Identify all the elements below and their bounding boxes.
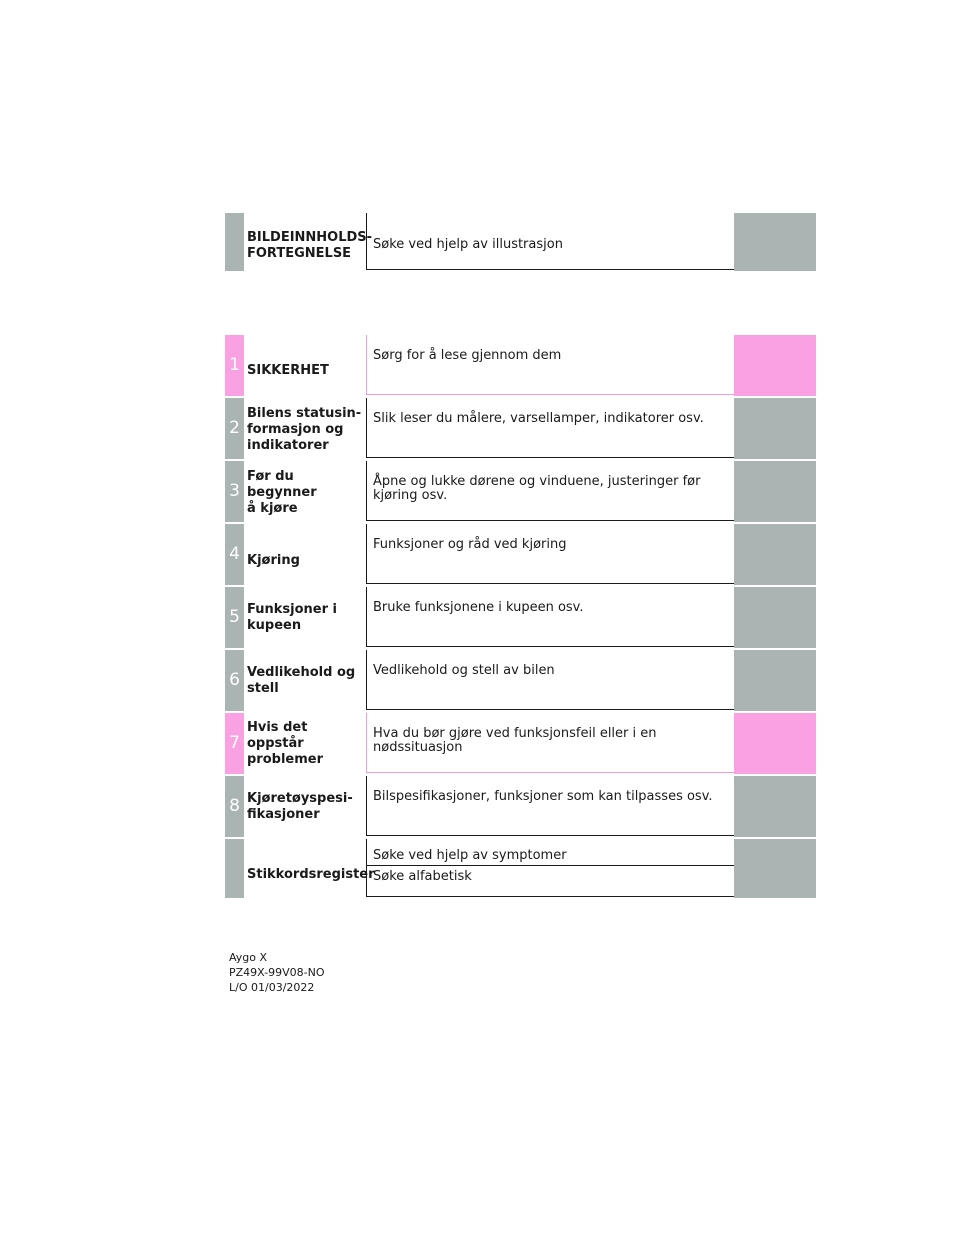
section-title-6: Vedlikehold og stell: [247, 665, 356, 696]
section-description-box-8: [366, 776, 735, 836]
section-side-block-2: [734, 398, 816, 459]
section-number-4: 4: [229, 544, 240, 564]
section-number-5: 5: [229, 607, 240, 627]
section-tab-2: [225, 398, 244, 459]
footer-model: Aygo X: [229, 951, 268, 964]
section-number-1: 1: [229, 355, 240, 375]
section-row-6[interactable]: [225, 650, 816, 711]
index-row[interactable]: [225, 839, 816, 898]
section-description-1: Sørg for å lese gjennom dem: [373, 348, 562, 363]
section-description-box-5: [366, 587, 735, 647]
index-side-block: [734, 839, 816, 898]
section-number-2: 2: [229, 418, 240, 438]
section-description-2: Slik leser du målere, varsellamper, indikatorer osv.: [373, 411, 704, 426]
footer-info: [229, 950, 325, 995]
section-number-6: 6: [229, 670, 240, 690]
section-description-7: Hva du bør gjøre ved funksjonsfeil eller i en nødssituasjon: [373, 726, 657, 755]
index-symptoms-link[interactable]: Søke ved hjelp av symptomer: [373, 848, 567, 863]
section-row-1[interactable]: [225, 335, 816, 396]
section-title-3: Før du begynner å kjøre: [247, 469, 317, 516]
section-number-7: 7: [229, 733, 240, 753]
section-side-block-7: [734, 713, 816, 774]
section-tab-3: [225, 461, 244, 522]
section-row-7[interactable]: [225, 713, 816, 774]
index-description-box: [366, 839, 735, 897]
section-side-block-6: [734, 650, 816, 711]
footer-date: L/O 01/03/2022: [229, 981, 315, 994]
header-tab: [225, 213, 244, 271]
section-description-6: Vedlikehold og stell av bilen: [373, 663, 555, 678]
section-description-8: Bilspesifikasjoner, funksjoner som kan tilpasses osv.: [373, 789, 713, 804]
section-side-block-3: [734, 461, 816, 522]
section-row-5[interactable]: [225, 587, 816, 648]
section-number-8: 8: [229, 796, 240, 816]
section-tab-4: [225, 524, 244, 585]
header-description: Søke ved hjelp av illustrasjon: [373, 237, 563, 252]
index-tab: [225, 839, 244, 898]
section-tab-7: [225, 713, 244, 774]
section-row-2[interactable]: [225, 398, 816, 459]
section-number-3: 3: [229, 481, 240, 501]
section-tab-5: [225, 587, 244, 648]
section-description-box-3: [366, 461, 735, 521]
section-description-box-7: [366, 713, 735, 773]
section-title-8: Kjøretøyspesi- fikasjoner: [247, 791, 353, 822]
section-row-8[interactable]: [225, 776, 816, 837]
section-side-block-5: [734, 587, 816, 648]
section-title-5: Funksjoner i kupeen: [247, 602, 337, 633]
section-title-2: Bilens statusin- formasjon og indikatorer: [247, 406, 362, 453]
index-alphabetical-link[interactable]: Søke alfabetisk: [373, 869, 472, 884]
section-row-4[interactable]: [225, 524, 816, 585]
header-row[interactable]: [225, 213, 816, 271]
section-tab-8: [225, 776, 244, 837]
section-description-box-6: [366, 650, 735, 710]
section-side-block-8: [734, 776, 816, 837]
section-description-5: Bruke funksjonene i kupeen osv.: [373, 600, 584, 615]
section-description-3: Åpne og lukke dørene og vinduene, justeringer før kjøring osv.: [373, 474, 701, 503]
section-row-3[interactable]: [225, 461, 816, 522]
index-title: Stikkordsregister: [247, 867, 375, 882]
header-description-box: [366, 213, 735, 270]
section-title-4: Kjøring: [247, 553, 300, 568]
section-title-7: Hvis det oppstår problemer: [247, 720, 324, 767]
header-side-block: [734, 213, 816, 271]
section-title-1: SIKKERHET: [247, 363, 329, 378]
section-description-box-1: [366, 335, 735, 395]
index-divider: [367, 865, 735, 866]
header-title: BILDEINNHOLDS- FORTEGNELSE: [247, 230, 373, 261]
section-side-block-4: [734, 524, 816, 585]
section-description-box-2: [366, 398, 735, 458]
footer-code: PZ49X-99V08-NO: [229, 966, 325, 979]
section-description-4: Funksjoner og råd ved kjøring: [373, 537, 567, 552]
section-description-box-4: [366, 524, 735, 584]
section-side-block-1: [734, 335, 816, 396]
section-tab-1: [225, 335, 244, 396]
section-tab-6: [225, 650, 244, 711]
